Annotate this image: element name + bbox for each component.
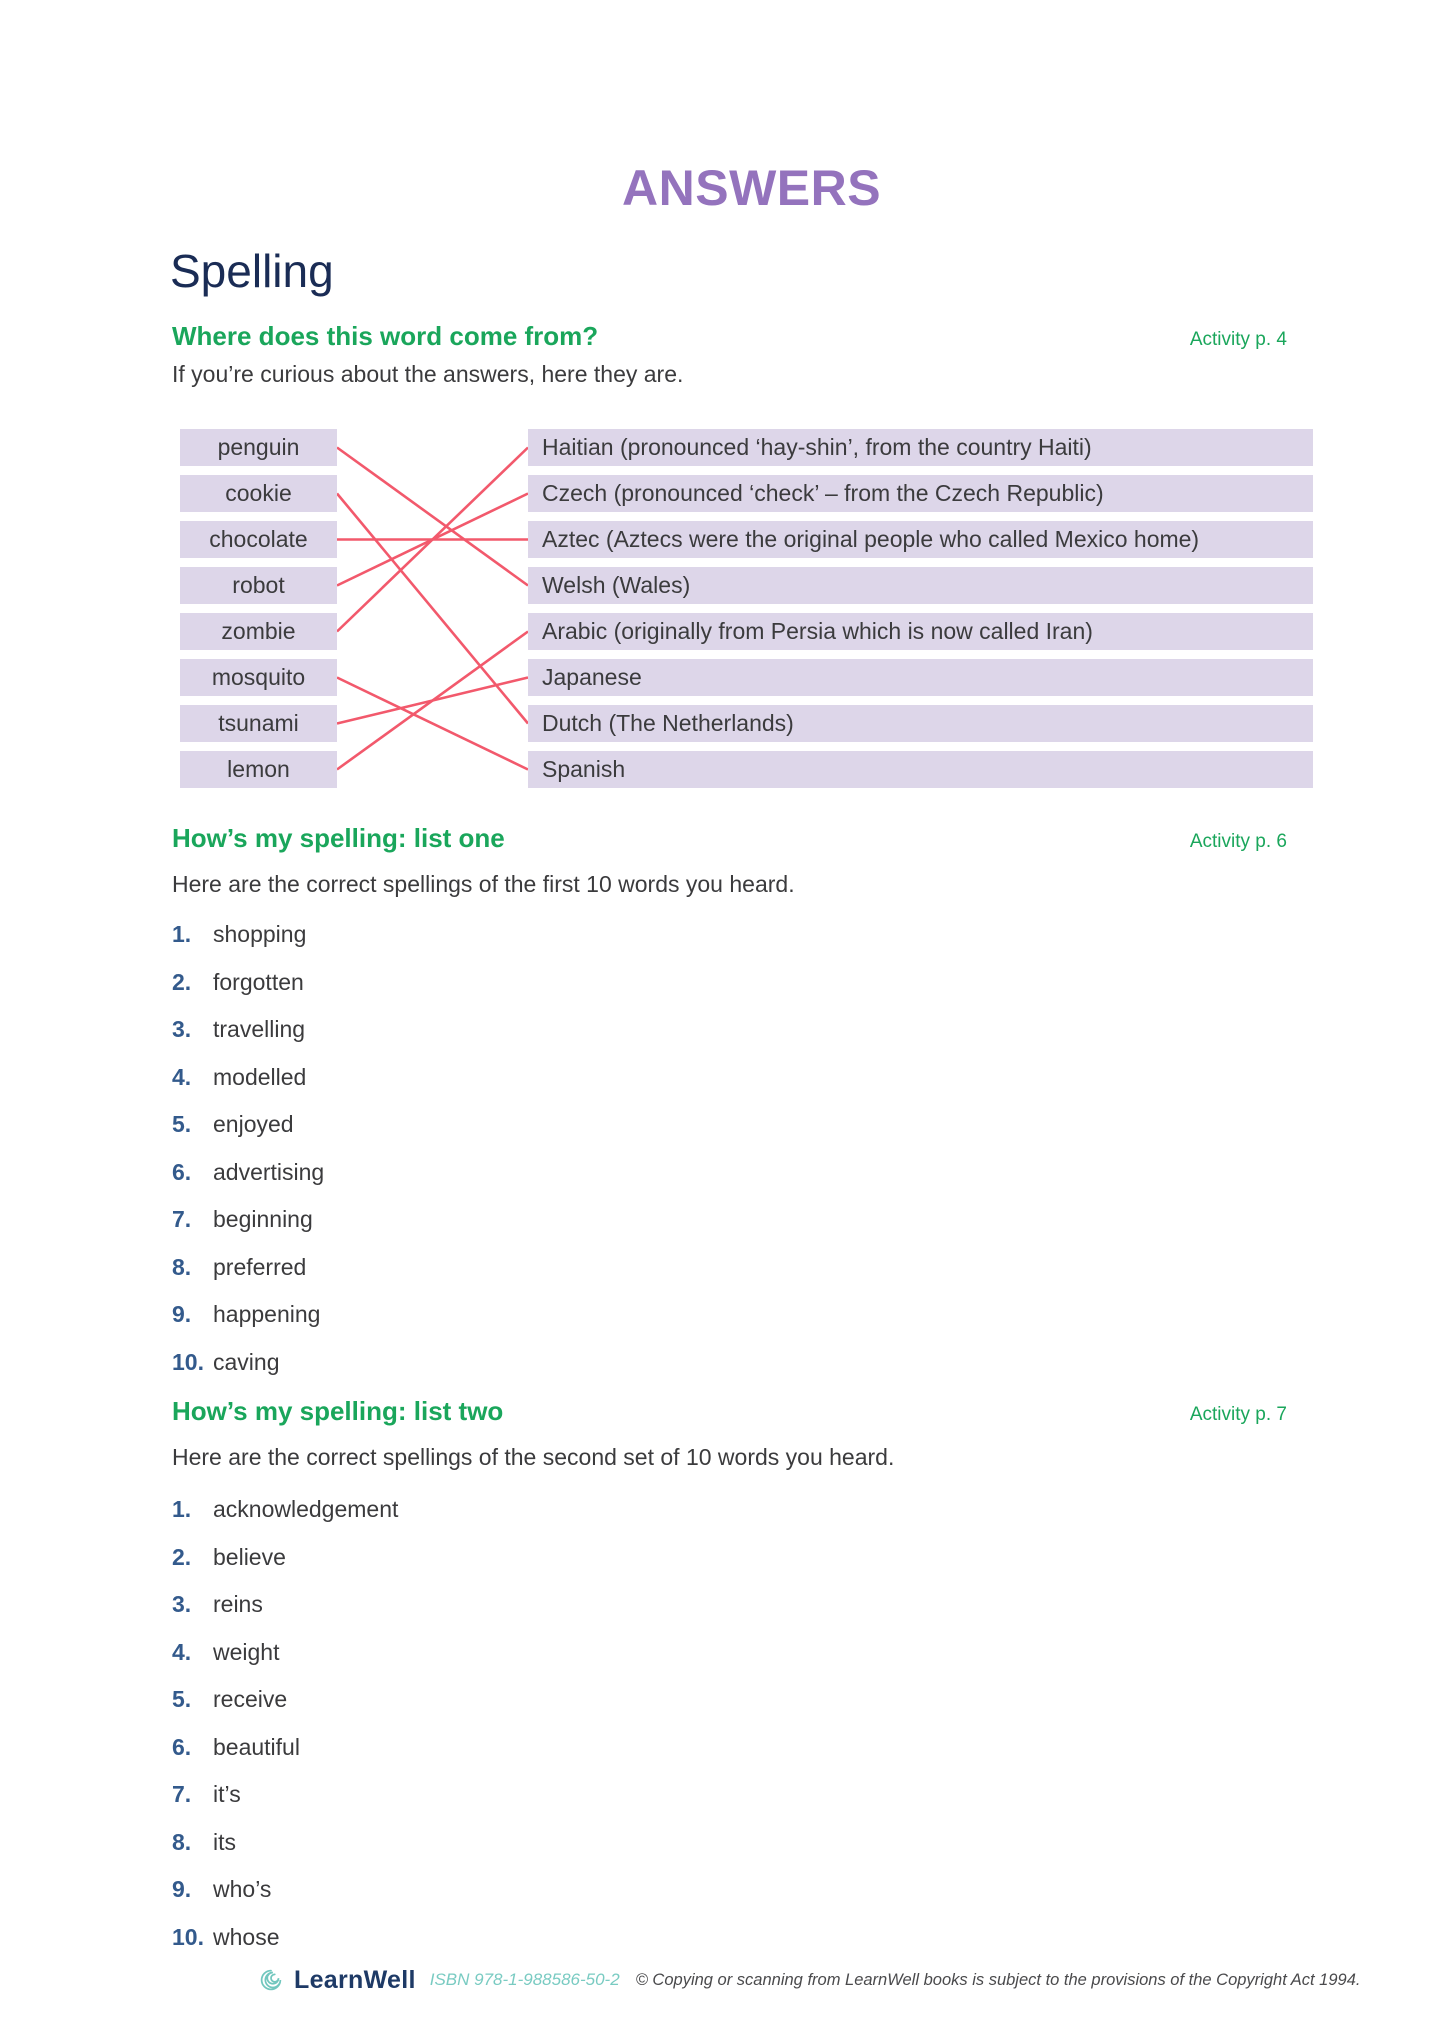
- list-item-word: reins: [213, 1591, 263, 1618]
- match-left-word: lemon: [180, 751, 337, 788]
- match-left-word: tsunami: [180, 705, 337, 742]
- match-right-answer: Japanese: [528, 659, 1313, 696]
- list-item-word: acknowledgement: [213, 1496, 399, 1523]
- match-left-word: cookie: [180, 475, 337, 512]
- list-two-heading: How’s my spelling: list two: [172, 1396, 504, 1426]
- origins-heading-row: [172, 322, 1287, 352]
- match-right-answer: Spanish: [528, 751, 1313, 788]
- match-right-answer: Aztec (Aztecs were the original people who called Mexico home): [528, 521, 1313, 558]
- answer-list-item: [172, 1581, 398, 1629]
- answer-list-item: [172, 959, 324, 1007]
- connector-line: [337, 448, 528, 586]
- learnwell-swirl-logo-icon: [256, 1965, 286, 1995]
- list-item-number: 1.: [172, 1496, 192, 1523]
- answer-list-item: [172, 1339, 324, 1387]
- list-item-number: 9.: [172, 1301, 192, 1328]
- list-item-word: receive: [213, 1686, 288, 1713]
- page-footer: [256, 1960, 1360, 2000]
- list-item-word: advertising: [213, 1158, 325, 1185]
- copyright-notice: © Copying or scanning from LearnWell books is subject to the provisions of the Copyright Act 1994.: [635, 1970, 1361, 1989]
- list-item-number: 8.: [172, 1828, 192, 1855]
- list-two-activity-ref: Activity p. 7: [1189, 1404, 1287, 1425]
- list-item-number: 7.: [172, 1781, 192, 1808]
- answer-list-item: [172, 1629, 398, 1677]
- list-item-number: 10.: [172, 1923, 204, 1950]
- answer-list-item: [172, 1819, 398, 1867]
- match-left-word: penguin: [180, 429, 337, 466]
- list-item-number: 1.: [172, 921, 192, 948]
- list-item-number: 3.: [172, 1016, 192, 1043]
- list-item-number: 6.: [172, 1158, 192, 1185]
- answer-list-item: [172, 1771, 398, 1819]
- connector-line: [337, 632, 528, 770]
- match-left-word: robot: [180, 567, 337, 604]
- list-two-intro: Here are the correct spellings of the second set of 10 words you heard.: [172, 1444, 895, 1470]
- list-item-word: who’s: [213, 1876, 272, 1903]
- match-right-answer: Haitian (pronounced ‘hay-shin’, from the country Haiti): [528, 429, 1313, 466]
- answer-list-item: [172, 1196, 324, 1244]
- spelling-list-two: [172, 1486, 398, 1961]
- matching-exercise: [0, 429, 1445, 801]
- list-item-word: caving: [213, 1348, 280, 1375]
- answer-list-item: [172, 1866, 398, 1914]
- list-item-number: 5.: [172, 1111, 192, 1138]
- origins-heading: Where does this word come from?: [172, 321, 599, 351]
- list-item-word: happening: [213, 1301, 321, 1328]
- match-right-answer: Welsh (Wales): [528, 567, 1313, 604]
- answer-list-item: [172, 1054, 324, 1102]
- list-item-number: 4.: [172, 1063, 192, 1090]
- list-one-intro: Here are the correct spellings of the first 10 words you heard.: [172, 871, 795, 897]
- list-item-number: 2.: [172, 1543, 192, 1570]
- list-item-number: 9.: [172, 1876, 192, 1903]
- list-item-number: 7.: [172, 1206, 192, 1233]
- match-right-answer: Dutch (The Netherlands): [528, 705, 1313, 742]
- list-one-heading: How’s my spelling: list one: [172, 823, 505, 853]
- answer-list-item: [172, 1676, 398, 1724]
- isbn-label: ISBN 978-1-988586-50-2: [429, 1970, 620, 1989]
- match-left-word: mosquito: [180, 659, 337, 696]
- list-item-word: beginning: [213, 1206, 313, 1233]
- list-two-heading-row: [172, 1397, 1287, 1427]
- match-left-word: zombie: [180, 613, 337, 650]
- match-left-word: chocolate: [180, 521, 337, 558]
- answer-list-item: [172, 1244, 324, 1292]
- match-right-answer: Arabic (originally from Persia which is now called Iran): [528, 613, 1313, 650]
- list-item-number: 10.: [172, 1348, 204, 1375]
- match-right-answer: Czech (pronounced ‘check’ – from the Czech Republic): [528, 475, 1313, 512]
- list-item-word: weight: [213, 1638, 280, 1665]
- section-title-spelling: Spelling: [170, 245, 334, 297]
- answer-list-item: [172, 1149, 324, 1197]
- list-item-word: beautiful: [213, 1733, 300, 1760]
- list-item-number: 4.: [172, 1638, 192, 1665]
- list-item-number: 3.: [172, 1591, 192, 1618]
- answer-list-item: [172, 911, 324, 959]
- list-item-word: modelled: [213, 1063, 307, 1090]
- list-item-number: 5.: [172, 1686, 192, 1713]
- answer-list-item: [172, 1101, 324, 1149]
- answer-list-item: [172, 1534, 398, 1582]
- origins-activity-ref: Activity p. 4: [1189, 329, 1287, 350]
- list-item-word: enjoyed: [213, 1111, 294, 1138]
- answer-list-item: [172, 1486, 398, 1534]
- connector-line: [337, 494, 528, 724]
- list-item-word: it’s: [213, 1781, 241, 1808]
- list-one-activity-ref: Activity p. 6: [1189, 831, 1287, 852]
- connector-line: [337, 678, 528, 770]
- page-title: ANSWERS: [622, 160, 882, 216]
- list-item-word: believe: [213, 1543, 286, 1570]
- list-item-word: preferred: [213, 1253, 307, 1280]
- answer-list-item: [172, 1006, 324, 1054]
- answer-list-item: [172, 1291, 324, 1339]
- list-item-word: shopping: [213, 921, 307, 948]
- brand-wordmark: LearnWell: [294, 1965, 416, 1994]
- answer-list-item: [172, 1914, 398, 1962]
- list-one-heading-row: [172, 824, 1287, 854]
- list-item-word: travelling: [213, 1016, 306, 1043]
- list-item-number: 8.: [172, 1253, 192, 1280]
- answer-list-item: [172, 1724, 398, 1772]
- list-item-word: whose: [213, 1923, 280, 1950]
- origins-intro: If you’re curious about the answers, here they are.: [172, 361, 684, 387]
- list-item-word: forgotten: [213, 968, 304, 995]
- list-item-word: its: [213, 1828, 236, 1855]
- spelling-list-one: [172, 911, 324, 1386]
- list-item-number: 6.: [172, 1733, 192, 1760]
- list-item-number: 2.: [172, 968, 192, 995]
